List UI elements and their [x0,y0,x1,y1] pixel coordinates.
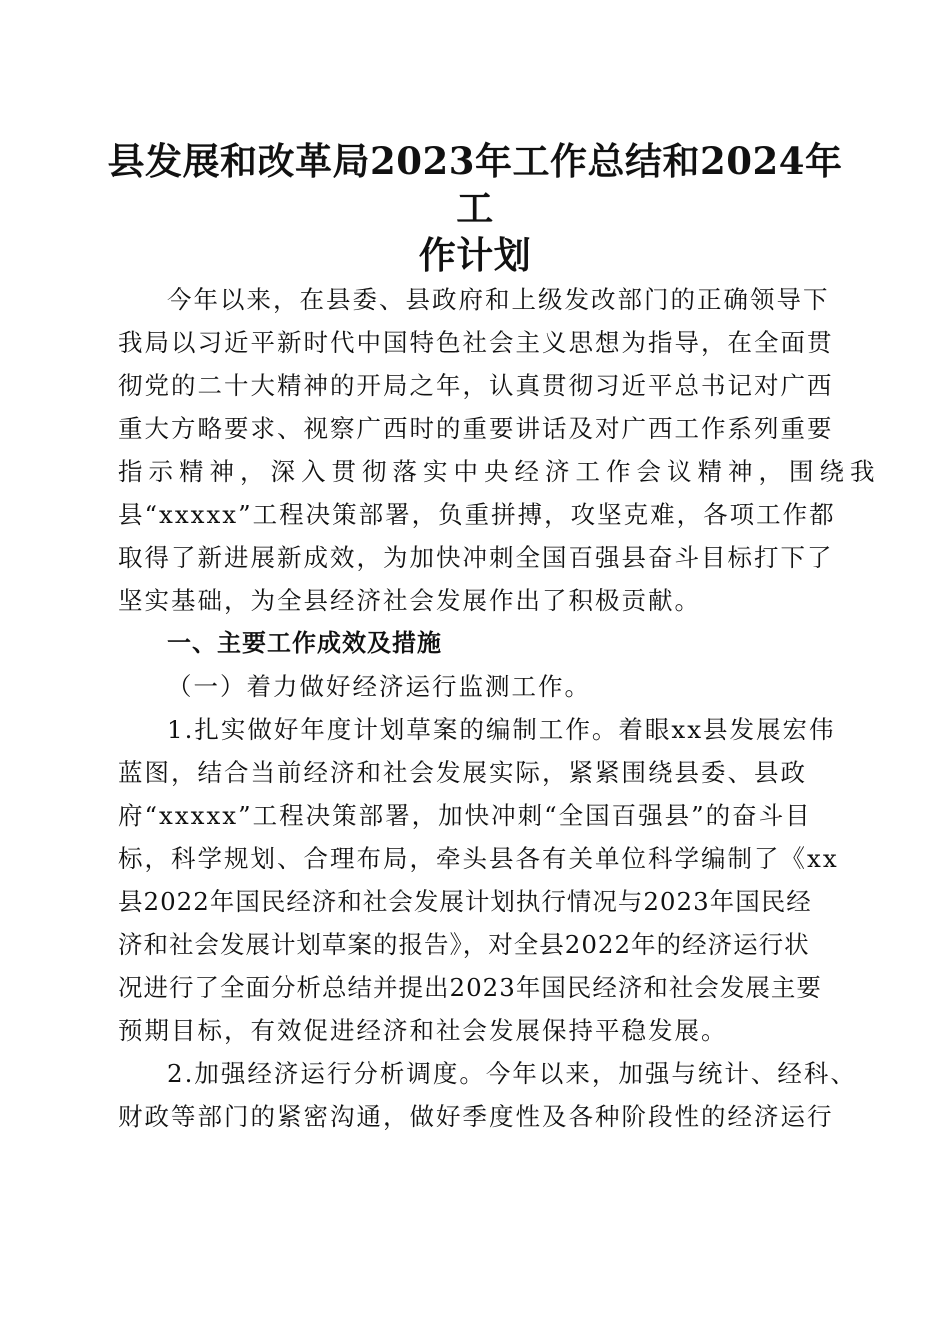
text-line: 指示精神，深入贯彻落实中央经济工作会议精神，围绕我 [118,457,881,486]
item-paragraph [118,708,839,1052]
section-heading: 一、主要工作成效及措施 [167,629,442,657]
text-line: 重大方略要求、视察广西时的重要讲话及对广西工作系列重要 [118,414,834,443]
text-line: 县2022年国民经济和社会发展计划执行情况与2023年国民经 [118,887,812,916]
text-line: 府“xxxxx”工程决策部署，加快冲刺“全国百强县”的奋斗目 [118,801,812,830]
text-line: 财政等部门的紧密沟通，做好季度性及各种阶段性的经济运行 [118,1102,834,1131]
text-line: 彻党的二十大精神的开局之年，认真贯彻习近平总书记对广西 [118,371,834,400]
text-line: 2.加强经济运行分析调度。今年以来，加强与统计、经科、 [167,1059,857,1088]
text-line: 标，科学规划、合理布局，牵头县各有关单位科学编制了《xx [118,844,839,873]
title-line: 县发展和改革局2023年工作总结和2024年工 [107,139,843,230]
document-body [118,278,881,1138]
text-line: 县“xxxxx”工程决策部署，负重拼搏，攻坚克难，各项工作都 [118,500,836,529]
text-line: 坚实基础，为全县经济社会发展作出了积极贡献。 [118,586,701,615]
text-line: 蓝图，结合当前经济和社会发展实际，紧紧围绕县委、县政 [118,758,807,787]
document-title [100,138,850,279]
item-paragraph [118,1052,857,1138]
intro-paragraph [118,278,881,622]
text-line: 我局以习近平新时代中国特色社会主义思想为指导，在全面贯 [118,328,834,357]
text-line: 今年以来，在县委、县政府和上级发改部门的正确领导下 [167,285,830,314]
text-line: 况进行了全面分析总结并提出2023年国民经济和社会发展主要 [118,973,822,1002]
text-line: 预期目标，有效促进经济和社会发展保持平稳发展。 [118,1016,728,1045]
subsection-heading: （一）着力做好经济运行监测工作。 [167,672,591,701]
text-line: 1.扎实做好年度计划草案的编制工作。着眼xx县发展宏伟 [167,715,836,744]
text-line: 济和社会发展计划草案的报告》，对全县2022年的经济运行状 [118,930,810,959]
title-line: 作计划 [418,233,532,277]
text-line: 取得了新进展新成效，为加快冲刺全国百强县奋斗目标打下了 [118,543,834,572]
